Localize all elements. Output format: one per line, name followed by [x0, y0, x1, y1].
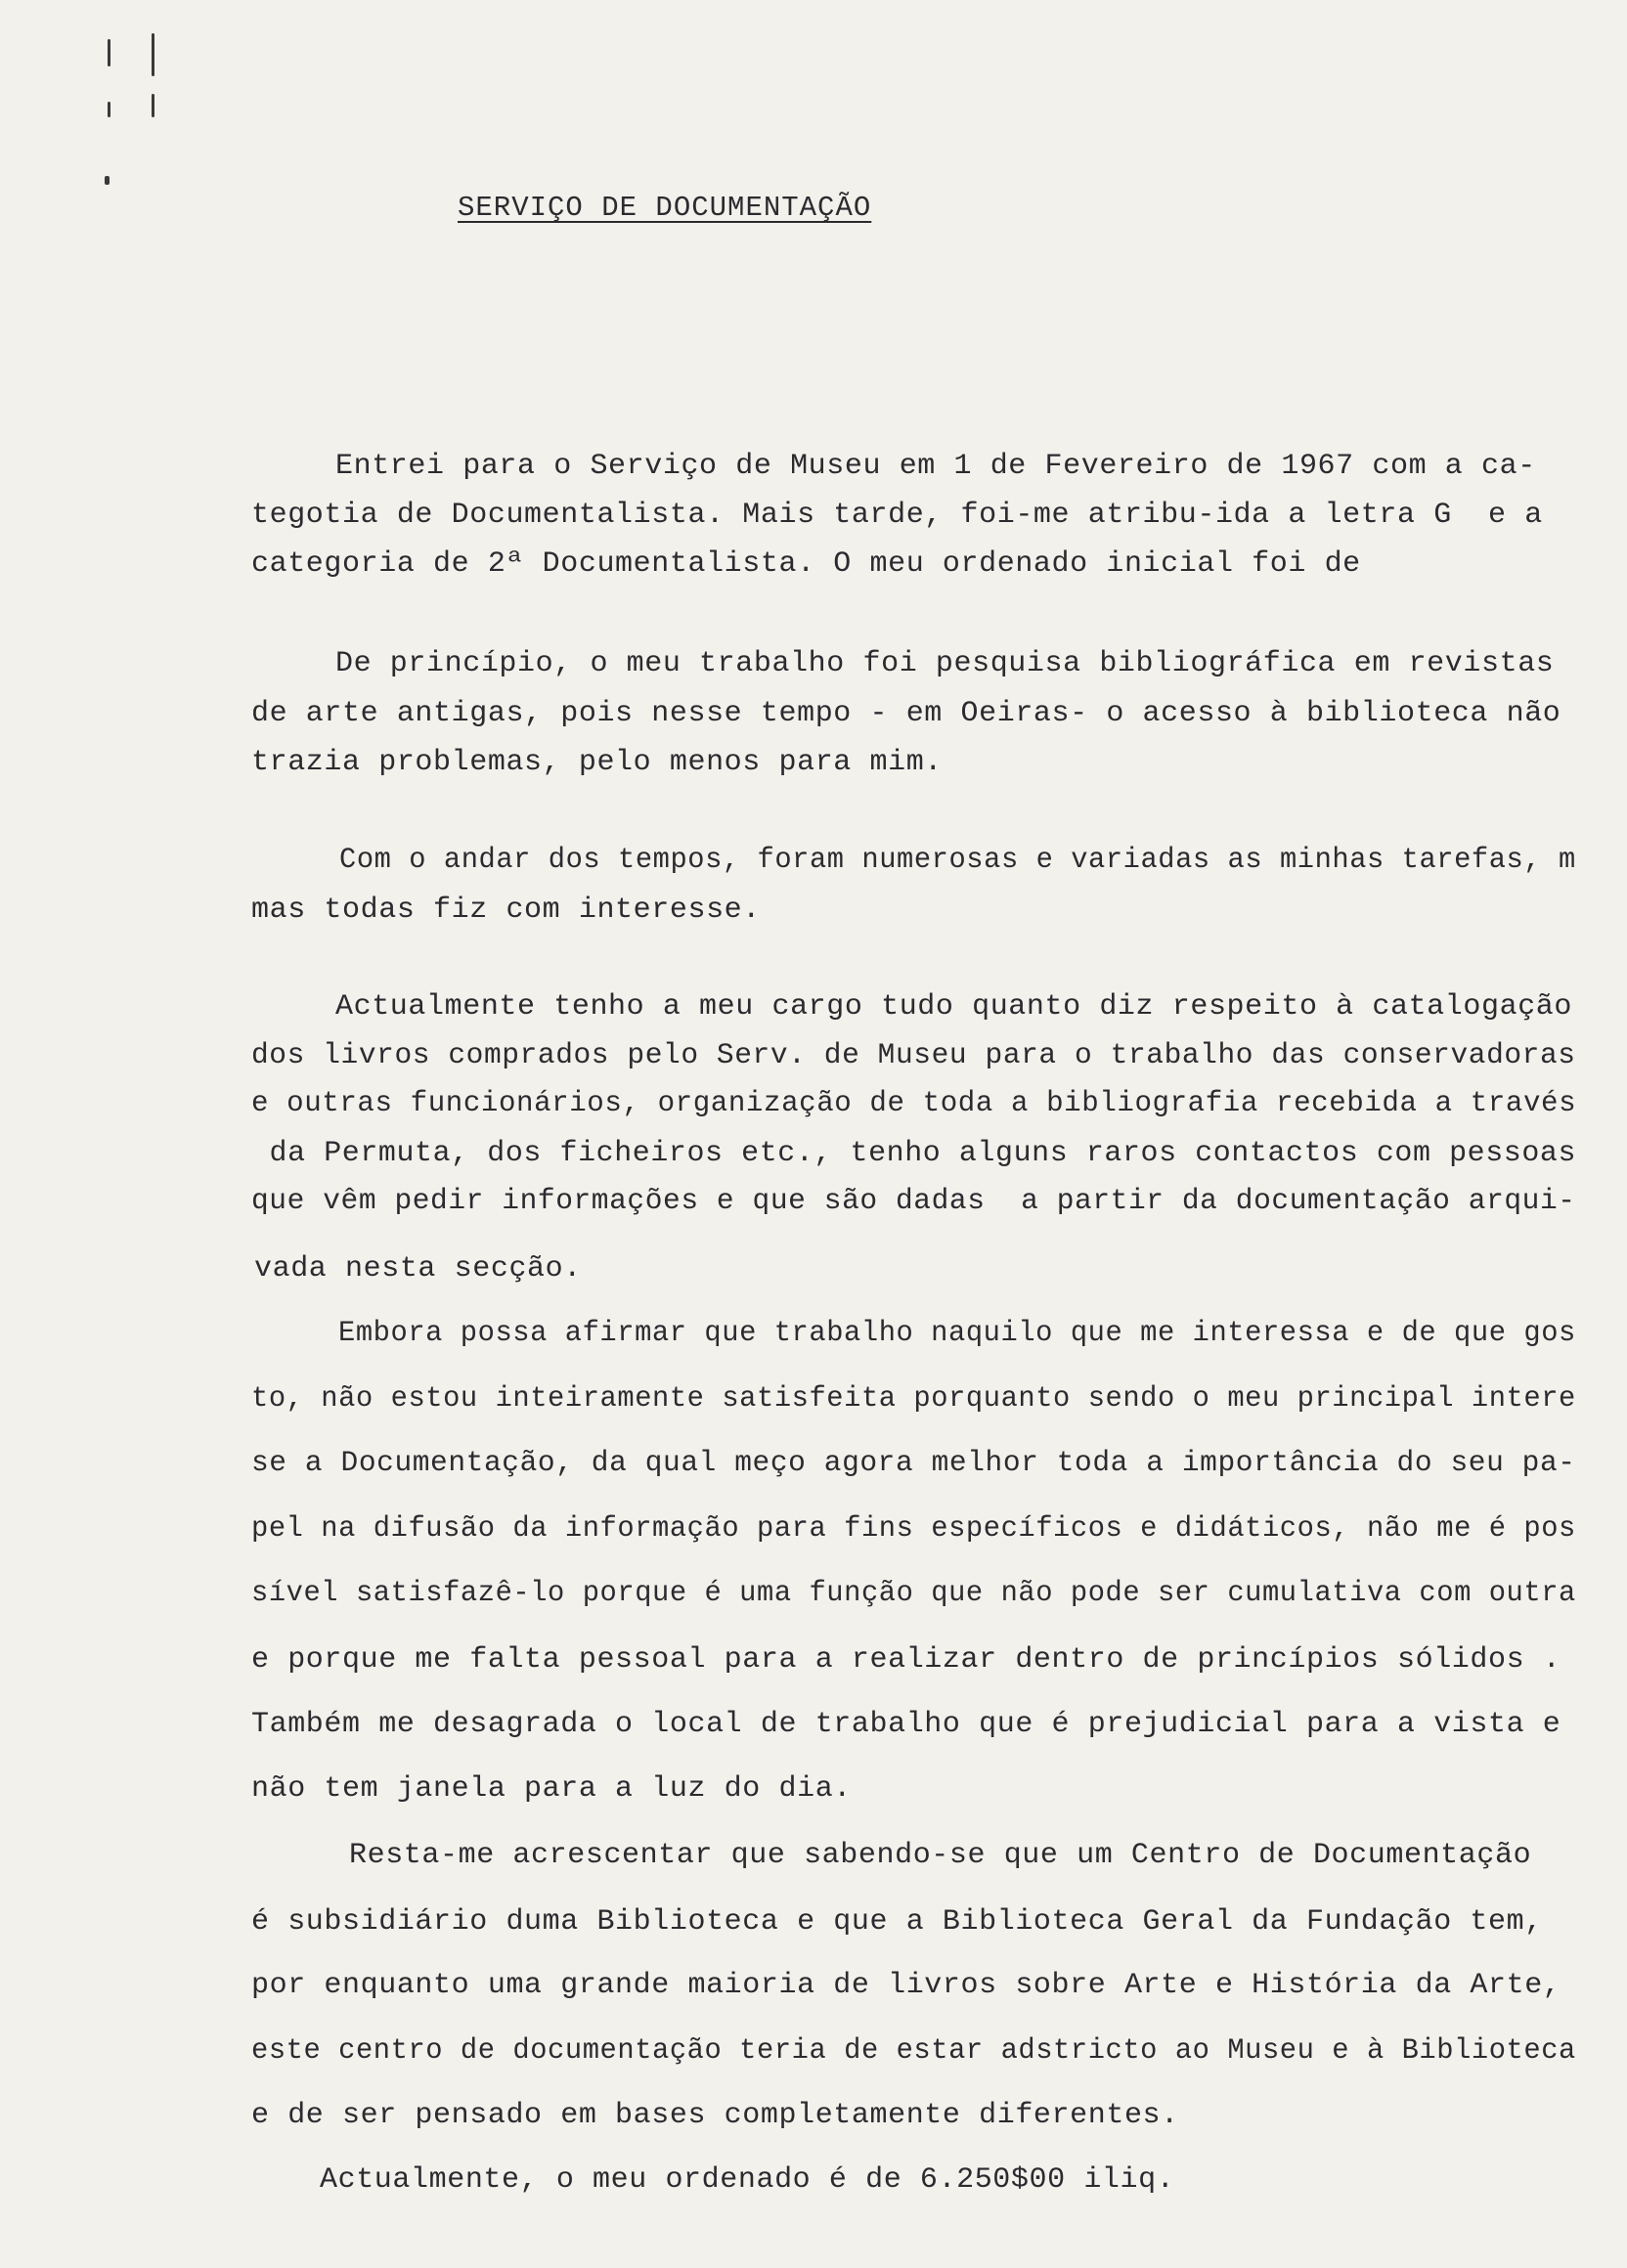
text-line: Actualmente, o meu ordenado é de 6.250$00 iliq.	[320, 2163, 1175, 2197]
text-line: mas todas fiz com interesse.	[251, 894, 761, 927]
text-line: é subsidiário duma Biblioteca e que a Biblioteca Geral da Fundação tem,	[251, 1905, 1543, 1939]
text-line: por enquanto uma grande maioria de livros sobre Arte e História da Arte,	[251, 1969, 1561, 2002]
punch-mark	[108, 39, 110, 66]
text-line: to, não estou inteiramente satisfeita porquanto sendo o meu principal intere	[251, 1382, 1576, 1416]
text-line: trazia problemas, pelo menos para mim.	[251, 746, 943, 779]
text-line: não tem janela para a luz do dia.	[251, 1772, 852, 1806]
text-line: Actualmente tenho a meu cargo tudo quanto diz respeito à catalogação	[335, 990, 1572, 1024]
text-line: pel na difusão da informação para fins específicos e didáticos, não me é pos	[251, 1512, 1576, 1546]
document-title: SERVIÇO DE DOCUMENTAÇÃO	[458, 192, 872, 224]
text-line: categoria de 2ª Documentalista. O meu ordenado inicial foi de	[251, 547, 1361, 581]
text-line: Resta-me acrescentar que sabendo-se que um Centro de Documentação	[349, 1839, 1532, 1872]
text-line: Também me desagrada o local de trabalho que é prejudicial para a vista e	[251, 1708, 1561, 1741]
text-line: dos livros comprados pelo Serv. de Museu para o trabalho das conservadoras	[251, 1039, 1576, 1072]
text-line: vada nesta secção.	[254, 1252, 582, 1286]
text-line: e outras funcionários, organização de toda a bibliografia recebida a través	[251, 1087, 1577, 1120]
punch-mark	[152, 94, 154, 117]
text-line: Com o andar dos tempos, foram numerosas e variadas as minhas tarefas, m	[339, 844, 1576, 877]
text-line: que vêm pedir informações e que são dadas a partir da documentação arqui-	[251, 1185, 1576, 1218]
text-line: e de ser pensado em bases completamente diferentes.	[251, 2099, 1179, 2132]
punch-mark	[108, 102, 110, 117]
punch-mark	[105, 176, 110, 185]
text-line: de arte antigas, pois nesse tempo - em Oeiras- o acesso à biblioteca não	[251, 697, 1561, 730]
text-line: se a Documentação, da qual meço agora melhor toda a importância do seu pa-	[251, 1447, 1576, 1480]
text-line: este centro de documentação teria de estar adstricto ao Museu e à Biblioteca	[251, 2034, 1576, 2068]
text-line: tegotia de Documentalista. Mais tarde, foi-me atribu-ida a letra G e a	[251, 499, 1543, 532]
text-line: sível satisfazê-lo porque é uma função que não pode ser cumulativa com outra	[251, 1577, 1576, 1610]
text-line: Embora possa afirmar que trabalho naquilo que me interessa e de que gos	[338, 1317, 1576, 1350]
text-line: De princípio, o meu trabalho foi pesquisa bibliográfica em revistas	[335, 647, 1555, 680]
punch-mark	[152, 33, 154, 76]
text-line: e porque me falta pessoal para a realizar dentro de princípios sólidos .	[251, 1643, 1561, 1677]
text-line: da Permuta, dos ficheiros etc., tenho alguns raros contactos com pessoas	[251, 1137, 1577, 1170]
text-line: Entrei para o Serviço de Museu em 1 de Fevereiro de 1967 com a ca-	[335, 450, 1536, 483]
